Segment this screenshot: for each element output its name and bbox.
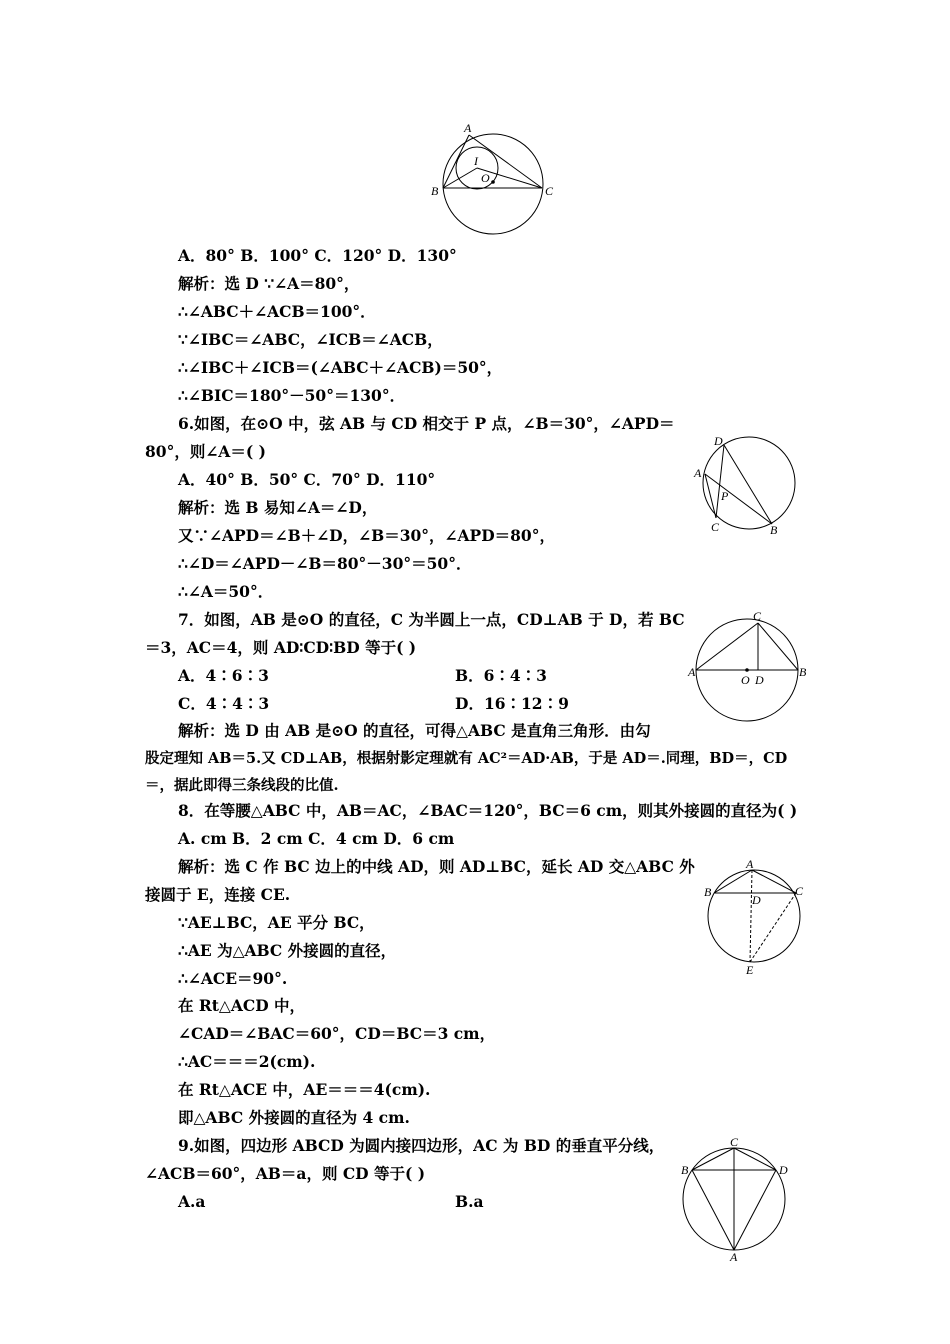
q6-solution-line: 又∵∠APD＝∠B＋∠D，∠B＝30°，∠APD＝80°， (178, 526, 555, 545)
q7-solution-line: 解析：选 D 由 AB 是⊙O 的直径，可得△ABC 是直角三角形．由勾 (178, 721, 651, 740)
q5-solution-line: ∴∠BIC＝180°－50°＝130°． (178, 386, 406, 405)
label-a: A (746, 857, 754, 871)
label-i: I (474, 154, 478, 168)
q8-solution-line: 解析：选 C 作 BC 边上的中线 AD，则 AD⊥BC，延长 AD 交△ABC 外 (178, 857, 695, 876)
q5-solution-line: ∴∠IBC＋∠ICB＝(∠ABC＋∠ACB)＝50°， (178, 358, 503, 377)
q8-stem: 8．在等腰△ABC 中，AB＝AC，∠BAC＝120°，BC＝6 cm，则其外接圆的直径为( ) (178, 801, 798, 820)
q9-option-b: B.a (455, 1192, 484, 1211)
q6-stem: 6.如图，在⊙O 中，弦 AB 与 CD 相交于 P 点，∠B＝30°，∠APD＝ (178, 414, 675, 433)
q7-solution-line: ＝，据此即得三条线段的比值. (145, 777, 339, 794)
q6-options: A．40° B．50° C．70° D．110° (178, 470, 436, 489)
circumcircle (708, 870, 800, 962)
q8-solution-line: ∴AE 为△ABC 外接圆的直径， (178, 941, 397, 960)
figure-q8 (700, 858, 810, 976)
q5-solution-line: ∵∠IBC＝∠ABC，∠ICB＝∠ACB， (178, 330, 443, 349)
q8-solution-line: 在 Rt△ACD 中， (178, 996, 306, 1015)
label-b: B (704, 885, 712, 899)
segment-ad (734, 1170, 776, 1250)
q5-solution-line: ∴∠ABC＋∠ACB＝100°． (178, 302, 376, 321)
q7-option-c: C．4∶4∶3 (178, 694, 270, 713)
center-o-dot (491, 180, 495, 184)
q9-stem: 9.如图，四边形 ABCD 为圆内接四边形，AC 为 BD 的垂直平分线， (178, 1136, 665, 1155)
label-o: O (481, 171, 490, 185)
label-b: B (799, 665, 807, 679)
figure-q5 (425, 118, 555, 238)
segment-ac (469, 135, 542, 188)
segment-bc (692, 1148, 734, 1170)
label-d: D (714, 434, 723, 448)
label-a: A (694, 466, 702, 480)
q7-stem: ＝3，AC＝4，则 AD∶CD∶BD 等于( ) (145, 638, 417, 657)
q7-stem: 7．如图，AB 是⊙O 的直径，C 为半圆上一点，CD⊥AB 于 D，若 BC (178, 610, 685, 629)
label-b: B (681, 1163, 689, 1177)
q7-option-d: D．16∶12∶9 (455, 694, 569, 713)
q7-solution-line: 股定理知 AB＝5.又 CD⊥AB，根据射影定理就有 AC²＝AD·AB，于是 AD＝.同理，BD＝，CD (145, 750, 788, 767)
segment-ae (750, 870, 752, 962)
segment-ab (692, 1170, 734, 1250)
label-c: C (545, 184, 554, 198)
label-c: C (711, 520, 720, 534)
label-d: D (752, 893, 761, 907)
q7-option-a: A．4∶6∶3 (178, 666, 269, 685)
segment-ac (752, 870, 796, 893)
label-b: B (770, 523, 778, 537)
segment-db (724, 445, 772, 524)
label-a: A (464, 121, 472, 135)
q8-solution-line: ∠CAD＝∠BAC＝60°，CD＝BC＝3 cm， (178, 1024, 496, 1043)
q8-solution-line: 接圆于 E，连接 CE. (145, 885, 291, 904)
chord-cd (716, 445, 724, 518)
label-p: P (721, 489, 729, 503)
label-d: D (779, 1163, 788, 1177)
figure-q7 (685, 606, 810, 726)
segment-ab (714, 870, 752, 893)
label-e: E (746, 963, 754, 977)
q6-solution-line: ∴∠A＝50°． (178, 582, 274, 601)
q7-option-b: B．6∶4∶3 (455, 666, 547, 685)
label-c: C (795, 884, 804, 898)
label-a: A (688, 665, 696, 679)
q8-solution-line: 即△ABC 外接圆的直径为 4 cm. (178, 1108, 410, 1127)
q8-solution-line: ∵AE⊥BC，AE 平分 BC， (178, 913, 375, 932)
q8-solution-line: ∴∠ACE＝90°. (178, 969, 288, 988)
q6-solution-line: 解析：选 B 易知∠A＝∠D， (178, 498, 378, 517)
chord-ab (705, 474, 772, 524)
center-o-dot (745, 668, 749, 672)
q8-solution-line: ∴AC＝＝＝2(cm). (178, 1052, 316, 1071)
label-o: O (741, 673, 750, 687)
q5-solution-line: 解析：选 D ∵∠A＝80°， (178, 274, 360, 293)
label-d: D (755, 673, 764, 687)
figure-q6 (688, 430, 803, 540)
segment-ac (696, 623, 758, 670)
q5-options: A．80° B．100° C．120° D．130° (178, 246, 457, 265)
label-a: A (730, 1250, 738, 1264)
segment-cd (734, 1148, 776, 1170)
label-b: B (431, 184, 439, 198)
q9-option-a: A.a (178, 1192, 206, 1211)
q6-solution-line: ∴∠D＝∠APD－∠B＝80°－30°＝50°． (178, 554, 472, 573)
q9-stem: ∠ACB＝60°，AB＝a，则 CD 等于( ) (145, 1164, 426, 1183)
label-c: C (753, 609, 762, 623)
figure-q9 (675, 1134, 795, 1262)
label-c: C (730, 1135, 739, 1149)
q8-options: A. cm B．2 cm C．4 cm D．6 cm (178, 829, 455, 848)
q6-stem: 80°，则∠A＝( ) (145, 442, 266, 461)
q8-solution-line: 在 Rt△ACE 中，AE＝＝＝4(cm). (178, 1080, 431, 1099)
